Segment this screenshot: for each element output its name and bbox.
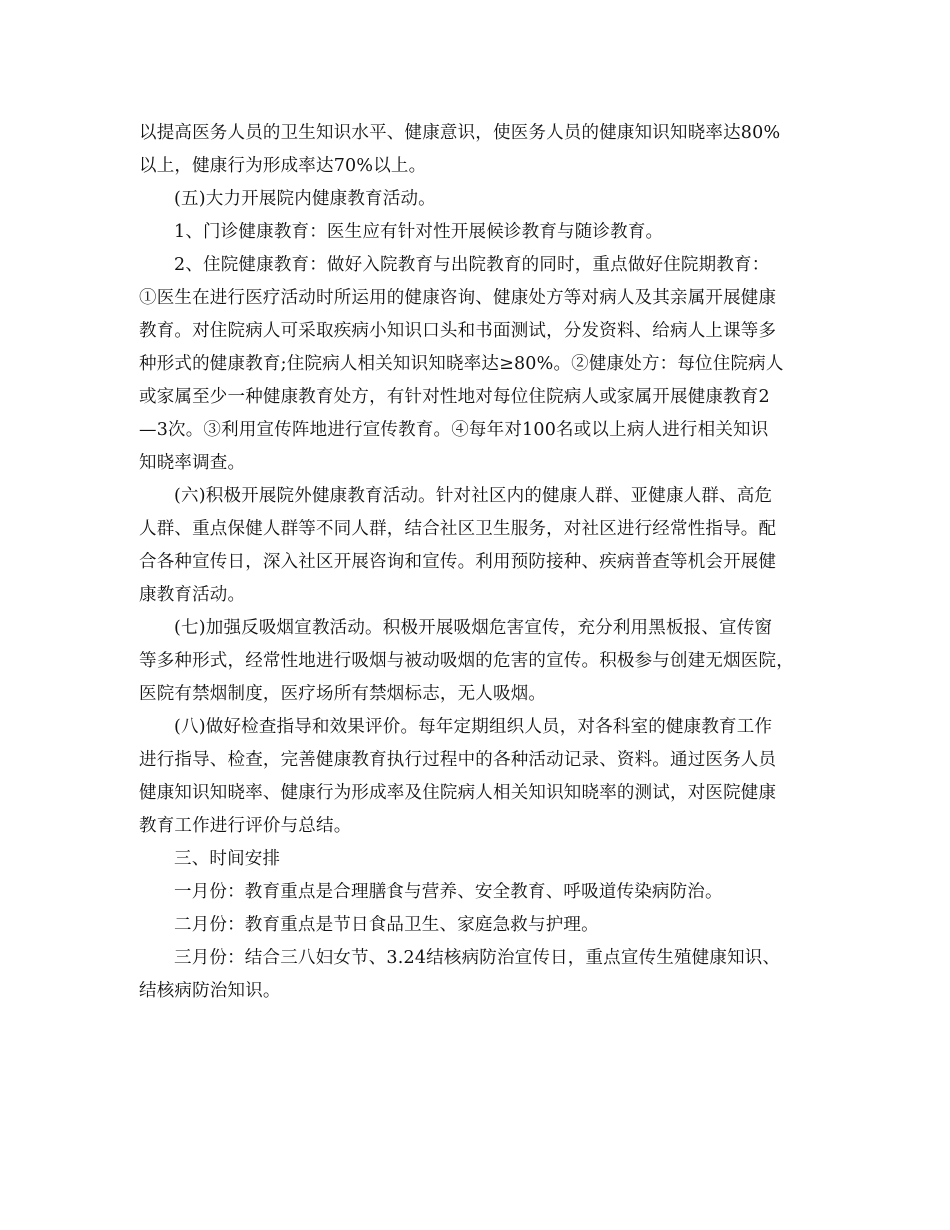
text-line: 人群、重点保健人群等不同人群，结合社区卫生服务，对社区进行经常性指导。配 (139, 519, 777, 539)
text-line: 以提高医务人员的卫生知识水平、健康意识，使医务人员的健康知识知晓率达80% (139, 123, 781, 143)
text-line: 三、时间安排 (174, 849, 281, 869)
text-line: 知晓率调查。 (139, 453, 246, 473)
text-line: 或家属至少一种健康教育处方，有针对性地对每位住院病人或家属开展健康教育2 (139, 387, 770, 407)
text-line: 医院有禁烟制度，医疗场所有禁烟标志，无人吸烟。 (139, 684, 547, 704)
text-line: (八)做好检查指导和效果评价。每年定期组织人员，对各科室的健康教育工作 (174, 717, 773, 737)
text-line: —3次。③利用宣传阵地进行宣传教育。④每年对100名或以上病人进行相关知识 (139, 420, 769, 440)
text-line: (五)大力开展院内健康教育活动。 (174, 189, 436, 209)
text-line: ①医生在进行医疗活动时所运用的健康咨询、健康处方等对病人及其亲属开展健康 (139, 288, 777, 308)
text-line: 教育。对住院病人可采取疾病小知识口头和书面测试，分发资料、给病人上课等多 (139, 321, 777, 341)
text-line: 康教育活动。 (139, 585, 246, 605)
text-line: 进行指导、检查，完善健康教育执行过程中的各种活动记录、资料。通过医务人员 (139, 750, 777, 770)
text-line: 等多种形式，经常性地进行吸烟与被动吸烟的危害的宣传。积极参与创建无烟医院， (139, 651, 794, 671)
text-line: 种形式的健康教育;住院病人相关知识知晓率达≥80%。②健康处方：每位住院病人 (139, 354, 784, 374)
document-body (139, 117, 811, 1008)
text-line: 二月份：教育重点是节日食品卫生、家庭急救与护理。 (174, 915, 599, 935)
text-line: 健康知识知晓率、健康行为形成率及住院病人相关知识知晓率的测试，对医院健康 (139, 783, 777, 803)
text-line: 以上，健康行为形成率达70%以上。 (139, 156, 427, 176)
text-line: 2、住院健康教育：做好入院教育与出院教育的同时，重点做好住院期教育： (174, 255, 770, 275)
text-line: (七)加强反吸烟宣教活动。积极开展吸烟危害宣传，充分利用黑板报、宣传窗 (174, 618, 773, 638)
text-line: 教育工作进行评价与总结。 (139, 816, 352, 836)
text-line: 三月份：结合三八妇女节、3.24结核病防治宣传日，重点宣传生殖健康知识、 (174, 948, 781, 968)
text-line: 合各种宣传日，深入社区开展咨询和宣传。利用预防接种、疾病普查等机会开展健 (139, 552, 777, 572)
text-line: 一月份：教育重点是合理膳食与营养、安全教育、呼吸道传染病防治。 (174, 882, 723, 902)
text-line: 1、门诊健康教育：医生应有针对性开展候诊教育与随诊教育。 (174, 222, 664, 242)
text-line: (六)积极开展院外健康教育活动。针对社区内的健康人群、亚健康人群、高危 (174, 486, 773, 506)
text-line: 结核病防治知识。 (139, 981, 281, 1001)
